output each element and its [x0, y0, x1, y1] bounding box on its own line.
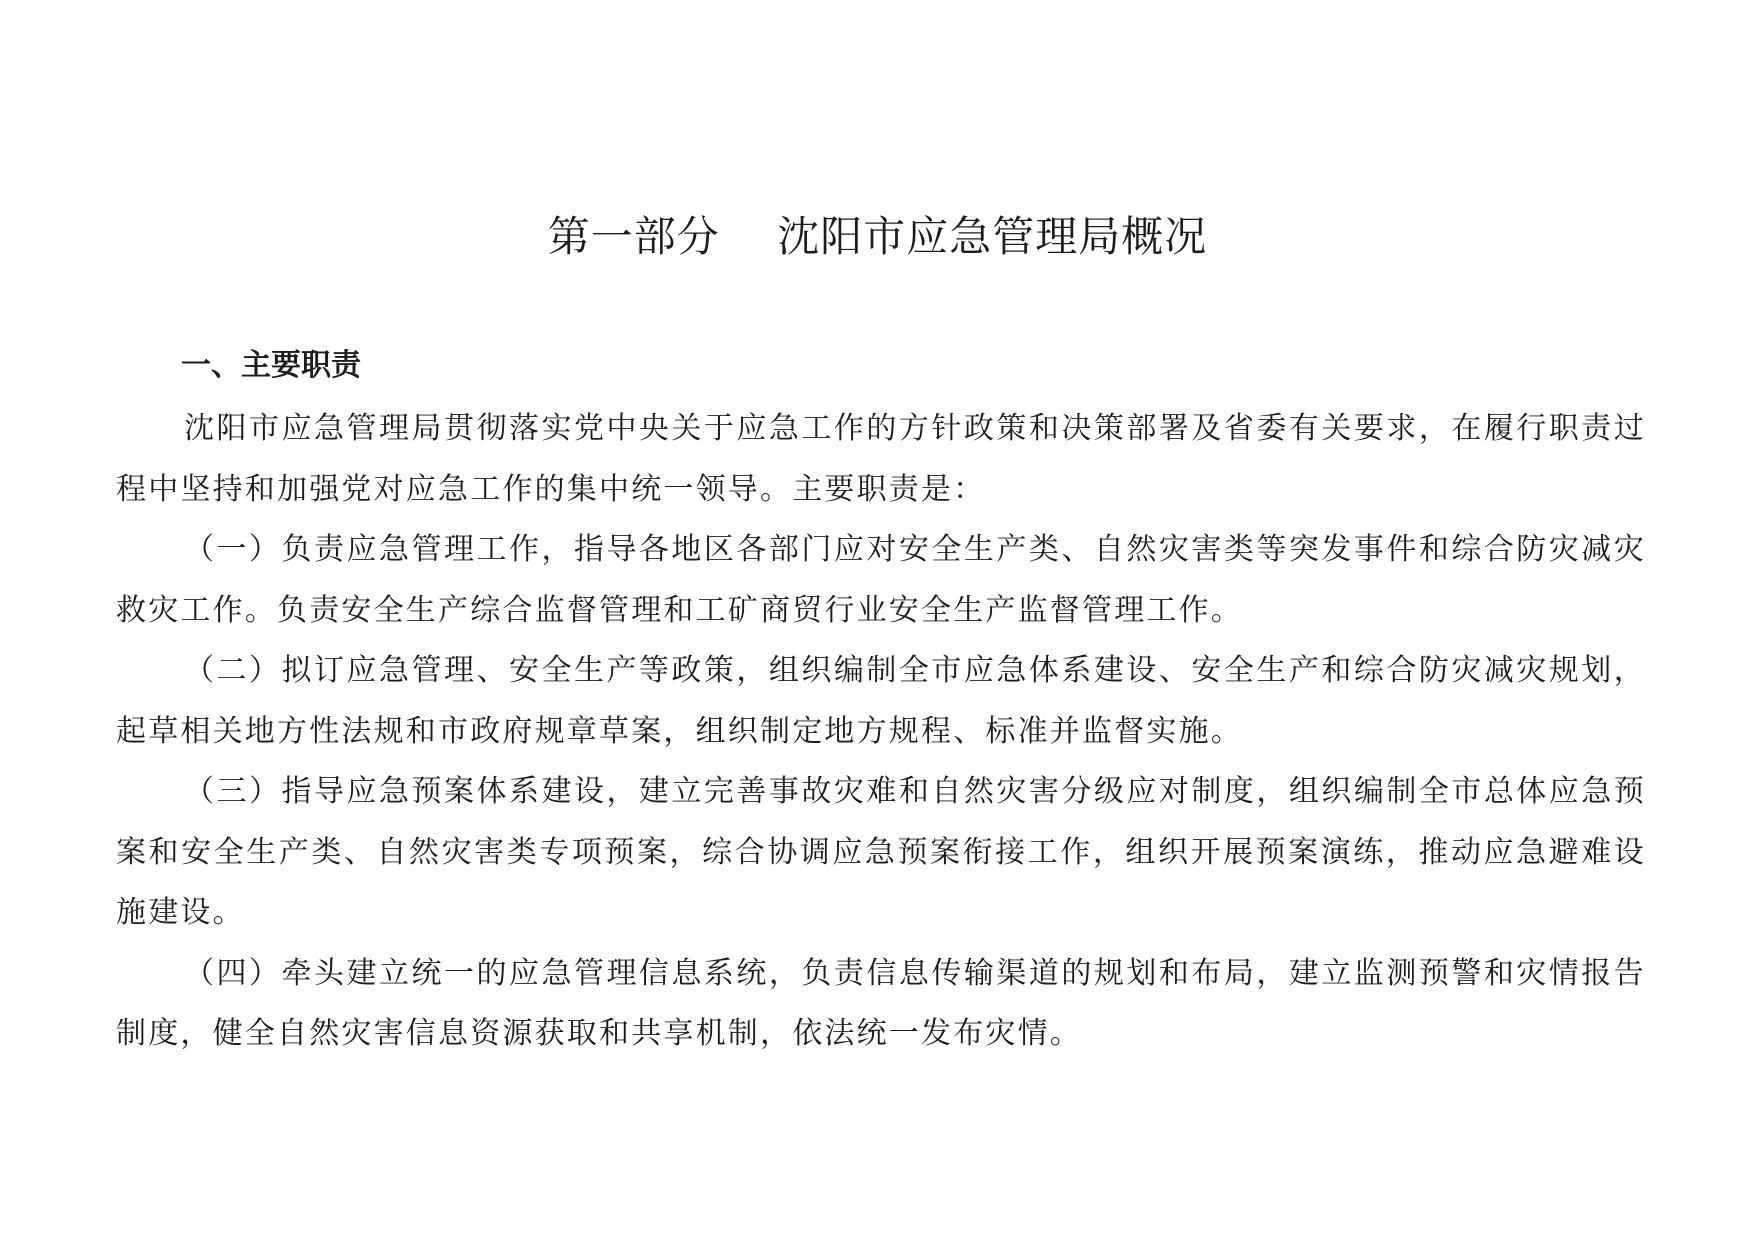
page-title: 第一部分 沈阳市应急管理局概况 [547, 212, 1208, 261]
duty-item-3: （三）指导应急预案体系建设，建立完善事故灾难和自然灾害分级应对制度，组织编制全市总体应急预案和安全生产类、自然灾害类专项预案，综合协调应急预案衔接工作，组织开展预案演练，推动应急避难设施建设。 [116, 774, 1646, 930]
duty-item-4: （四）牵头建立统一的应急管理信息系统，负责信息传输渠道的规划和布局，建立监测预警和灾情报告制度，健全自然灾害信息资源获取和共享机制，依法统一发布灾情。 [116, 955, 1646, 1051]
duty-item-2: （二）拟订应急管理、安全生产等政策，组织编制全市应急体系建设、安全生产和综合防灾减灾规划，起草相关地方性法规和市政府规章草案，组织制定地方规程、标准并监督实施。 [116, 653, 1646, 749]
document-body [116, 399, 1646, 1065]
intro-paragraph: 沈阳市应急管理局贯彻落实党中央关于应急工作的方针政策和决策部署及省委有关要求，在履行职责过程中坚持和加强党对应急工作的集中统一领导。主要职责是： [116, 411, 1646, 507]
section-heading: 一、主要职责 [181, 348, 361, 383]
duty-item-1: （一）负责应急管理工作，指导各地区各部门应对安全生产类、自然灾害类等突发事件和综合防灾减灾救灾工作。负责安全生产综合监督管理和工矿商贸行业安全生产监督管理工作。 [116, 532, 1646, 628]
